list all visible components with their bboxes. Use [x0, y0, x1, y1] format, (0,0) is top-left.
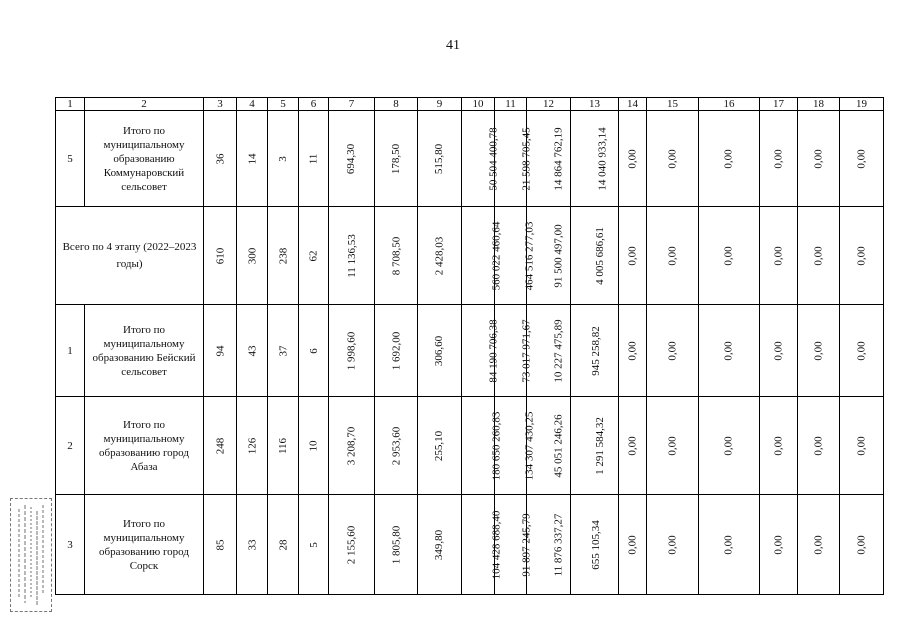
- column-header: 13: [571, 98, 619, 111]
- column-header: 8: [375, 98, 418, 111]
- table-cell: 8 708,50: [375, 207, 418, 305]
- table-cell: 180 650 260,83: [462, 397, 495, 495]
- table-cell: 2 155,60: [329, 495, 375, 595]
- municipality-name: Итого по муниципальному образованию город Сорск: [85, 495, 204, 595]
- table-cell: 610: [204, 207, 237, 305]
- document-stamp: [10, 498, 52, 612]
- table-cell: 0,00: [699, 397, 760, 495]
- column-header: 6: [299, 98, 329, 111]
- table-cell: 0,00: [798, 207, 840, 305]
- table-cell: 45 051 246,26: [527, 397, 571, 495]
- table-row: [56, 305, 884, 397]
- table-cell: 0,00: [699, 207, 760, 305]
- table-cell: 0,00: [619, 495, 647, 595]
- table-cell: 62: [299, 207, 329, 305]
- table-cell: 0,00: [798, 495, 840, 595]
- table-cell: 50 504 400,78: [462, 111, 495, 207]
- table-cell: 0,00: [699, 305, 760, 397]
- table-cell: 560 022 460,64: [462, 207, 495, 305]
- table-cell: 0,00: [647, 495, 699, 595]
- table-cell: 178,50: [375, 111, 418, 207]
- table-cell: 11 876 337,27: [527, 495, 571, 595]
- column-header: 15: [647, 98, 699, 111]
- table-cell: 14 040 933,14: [571, 111, 619, 207]
- table-cell: 0,00: [840, 207, 884, 305]
- table-cell: 945 258,82: [571, 305, 619, 397]
- table-row-total: [56, 207, 884, 305]
- row-number: 2: [56, 397, 85, 495]
- table-cell: 126: [237, 397, 268, 495]
- table-cell: 91 500 497,00: [527, 207, 571, 305]
- table-cell: 0,00: [760, 397, 798, 495]
- table-cell: 255,10: [418, 397, 462, 495]
- table-cell: 2 953,60: [375, 397, 418, 495]
- table-cell: 0,00: [647, 397, 699, 495]
- column-header: 10: [462, 98, 495, 111]
- column-header: 9: [418, 98, 462, 111]
- column-header: 19: [840, 98, 884, 111]
- table-cell: 10 227 475,89: [527, 305, 571, 397]
- row-number: 1: [56, 305, 85, 397]
- table-cell: 84 190 706,38: [462, 305, 495, 397]
- table-cell: 4 005 686,61: [571, 207, 619, 305]
- table-cell: 0,00: [840, 111, 884, 207]
- page-number: 41: [446, 38, 460, 53]
- column-header: 2: [85, 98, 204, 111]
- table-cell: 238: [268, 207, 299, 305]
- table-cell: 104 428 688,40: [462, 495, 495, 595]
- column-number-row: [56, 98, 884, 111]
- table-cell: 0,00: [699, 495, 760, 595]
- table-cell: 300: [237, 207, 268, 305]
- table-cell: 37: [268, 305, 299, 397]
- table-cell: 6: [299, 305, 329, 397]
- table-cell: 0,00: [760, 111, 798, 207]
- column-header: 11: [495, 98, 527, 111]
- table-cell: 0,00: [840, 495, 884, 595]
- table-cell: 14: [237, 111, 268, 207]
- stage-total-label: Всего по 4 этапу (2022–2023 годы): [56, 207, 204, 305]
- table-row: [56, 111, 884, 207]
- column-header: 7: [329, 98, 375, 111]
- table-cell: 116: [268, 397, 299, 495]
- table-cell: 10: [299, 397, 329, 495]
- table-cell: 14 864 762,19: [527, 111, 571, 207]
- resettlement-program-table: [55, 97, 884, 595]
- table-cell: 0,00: [798, 305, 840, 397]
- table-cell: 1 291 584,32: [571, 397, 619, 495]
- table-cell: 0,00: [647, 111, 699, 207]
- municipality-name: Итого по муниципальному образованию Коммунаровский сельсовет: [85, 111, 204, 207]
- table-cell: 134 307 430,25: [495, 397, 527, 495]
- column-header: 1: [56, 98, 85, 111]
- table-cell: 1 805,80: [375, 495, 418, 595]
- municipality-name: Итого по муниципальному образованию город Абаза: [85, 397, 204, 495]
- table-cell: 85: [204, 495, 237, 595]
- table-cell: 0,00: [840, 397, 884, 495]
- table-cell: 0,00: [760, 207, 798, 305]
- table-cell: 3 208,70: [329, 397, 375, 495]
- column-header: 14: [619, 98, 647, 111]
- table-cell: 0,00: [798, 397, 840, 495]
- table-cell: 73 017 971,67: [495, 305, 527, 397]
- table-cell: 21 598 705,45: [495, 111, 527, 207]
- table-cell: 0,00: [760, 495, 798, 595]
- table-cell: 464 516 277,03: [495, 207, 527, 305]
- table-cell: 306,60: [418, 305, 462, 397]
- table-cell: 91 897 245,79: [495, 495, 527, 595]
- table-cell: 94: [204, 305, 237, 397]
- table-cell: 28: [268, 495, 299, 595]
- table-cell: 0,00: [798, 111, 840, 207]
- table-cell: 694,30: [329, 111, 375, 207]
- table-cell: 0,00: [619, 207, 647, 305]
- table-cell: 33: [237, 495, 268, 595]
- table-cell: 3: [268, 111, 299, 207]
- column-header: 17: [760, 98, 798, 111]
- table-cell: 43: [237, 305, 268, 397]
- municipality-name: Итого по муниципальному образованию Бейский сельсовет: [85, 305, 204, 397]
- table-cell: 11: [299, 111, 329, 207]
- row-number: 3: [56, 495, 85, 595]
- column-header: 3: [204, 98, 237, 111]
- table-cell: 5: [299, 495, 329, 595]
- table-cell: 2 428,03: [418, 207, 462, 305]
- table-cell: 36: [204, 111, 237, 207]
- table-cell: 1 998,60: [329, 305, 375, 397]
- table-cell: 0,00: [840, 305, 884, 397]
- stamp-text-lines: [11, 499, 51, 611]
- table-cell: 0,00: [619, 397, 647, 495]
- column-header: 4: [237, 98, 268, 111]
- table-cell: 0,00: [647, 305, 699, 397]
- table-row: [56, 397, 884, 495]
- table-cell: 0,00: [760, 305, 798, 397]
- table-cell: 0,00: [699, 111, 760, 207]
- table-cell: 1 692,00: [375, 305, 418, 397]
- column-header: 5: [268, 98, 299, 111]
- table-row: [56, 495, 884, 595]
- table-cell: 0,00: [619, 305, 647, 397]
- table-cell: 349,80: [418, 495, 462, 595]
- table-cell: 11 136,53: [329, 207, 375, 305]
- table-cell: 0,00: [619, 111, 647, 207]
- column-header: 16: [699, 98, 760, 111]
- column-header: 12: [527, 98, 571, 111]
- table-cell: 248: [204, 397, 237, 495]
- table-cell: 655 105,34: [571, 495, 619, 595]
- row-number: 5: [56, 111, 85, 207]
- table-cell: 0,00: [647, 207, 699, 305]
- table-cell: 515,80: [418, 111, 462, 207]
- column-header: 18: [798, 98, 840, 111]
